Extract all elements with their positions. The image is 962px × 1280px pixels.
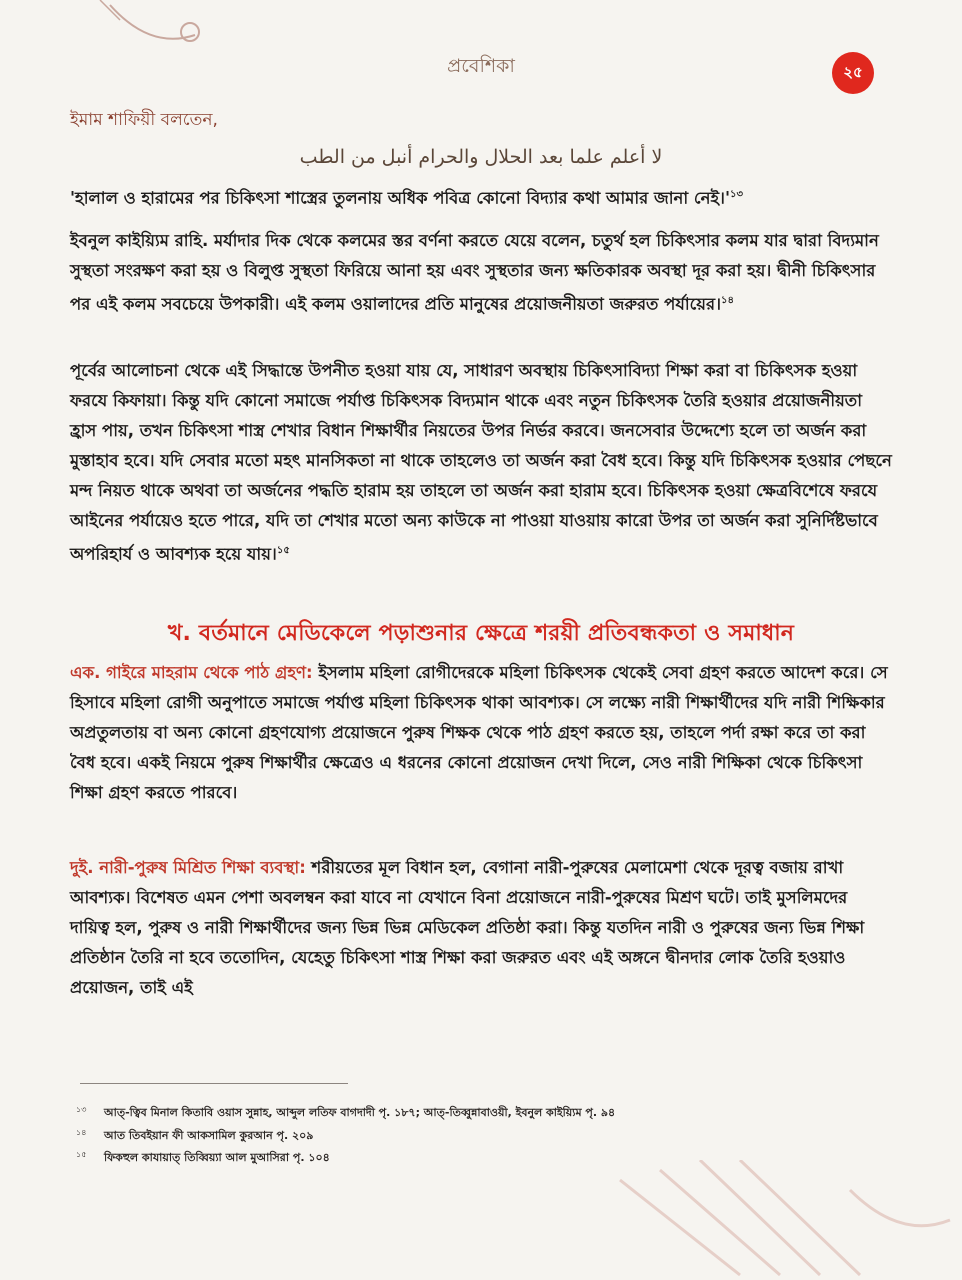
item-two-lead: দুই. নারী-পুরুষ মিশ্রিত শিক্ষা ব্যবস্থা: bbox=[70, 858, 306, 877]
paragraph-text: পূর্বের আলোচনা থেকে এই সিদ্ধান্তে উপনীত হওয়া যায় যে, সাধারণ অবস্থায় চিকিৎসাবিদ্যা শিক্ষা করা বা চিকিৎসক হওয়া ফরযে কিফায়া। কিন্তু যদি কোনো সমাজে পর্যাপ্ত চিকিৎসক বিদ্যমান থাকে এবং নতুন চিকিৎসক তৈরি হওয়ার প্রয়োজনীয়তা হ্রাস পায়, তখন চিকিৎসা শাস্ত্র শেখার বিধান শিক্ষার্থীর নিয়তের উপর নির্ভর করবে। জনসেবার উদ্দেশ্যে হলে তা অর্জন করা মুস্তাহাব হবে। যদি সেবার মতো মহৎ মানসিকতা না থাকে তাহলেও তা অর্জন করা বৈধ হবে। কিন্তু যদি চিকিৎসক হওয়ার পেছনে মন্দ নিয়ত থাকে অথবা তা অর্জনের পদ্ধতি হারাম হয় তাহলে তা অর্জন করা হারাম হবে। চিকিৎসক হওয়া ক্ষেত্রবিশেষে ফরযে আইনের পর্যায়েও হতে পারে, যদি তা শেখার মতো অন্য কাউকে না পাওয়া যাওয়ায় কারো উপর তা অর্জন করা সুনির্দিষ্টভাবে অপরিহার্য ও আবশ্যক হয়ে যায়। bbox=[70, 361, 892, 564]
footnote-ref-14: ১৪ bbox=[721, 295, 734, 306]
footnote bbox=[76, 1104, 876, 1123]
intro-line: ইমাম শাফিয়ী বলতেন, bbox=[70, 110, 218, 130]
quote-translation-text: 'হালাল ও হারামের পর চিকিৎসা শাস্ত্রের তুলনায় অধিক পবিত্র কোনো বিদ্যার কথা আমার জানা নেই।' bbox=[70, 188, 731, 208]
page-number-badge: ২৫ bbox=[832, 52, 874, 94]
arabic-quote: لا أعلم علما بعد الحلال والحرام أنبل من الطب bbox=[299, 146, 663, 168]
footnote bbox=[76, 1149, 876, 1168]
paragraph-conclusion bbox=[70, 356, 892, 570]
footnote-ref-15: ১৫ bbox=[276, 545, 290, 556]
decorative-line-art-top bbox=[80, 0, 210, 60]
footnote bbox=[76, 1127, 876, 1146]
decorative-line-art-bottom bbox=[600, 1160, 962, 1280]
footnote-number: ১৪ bbox=[76, 1128, 87, 1137]
footnote-ref-13: ১৩ bbox=[730, 189, 744, 200]
quote-translation bbox=[70, 180, 892, 214]
item-one-lead: এক. গাইরে মাহরাম থেকে পাঠ গ্রহণ: bbox=[70, 663, 313, 682]
paragraph-text: ইবনুল কাইয়্যিম রাহি. মর্যাদার দিক থেকে কলমের স্তর বর্ণনা করতে যেয়ে বলেন, চতুর্থ হল চিকিৎসার কলম যার দ্বারা বিদ্যমান সুস্থতা সংরক্ষণ করা হয় ও বিলুপ্ত সুস্থতা ফিরিয়ে আনা হয় এবং সুস্থতার জন্য ক্ষতিকারক অবস্থা দূর করা হয়। দ্বীনী চিকিৎসার পর এই কলম সবচেয়ে উপকারী। এই কলম ওয়ালাদের প্রতি মানুষের প্রয়োজনীয়তা জরুরত পর্যায়ের। bbox=[70, 231, 879, 314]
running-header-title: প্রবেশিকা bbox=[447, 55, 515, 77]
footnote-divider bbox=[80, 1083, 348, 1084]
section-heading: খ. বর্তমানে মেডিকেলে পড়াশুনার ক্ষেত্রে শরয়ী প্রতিবন্ধকতা ও সমাধান bbox=[167, 621, 795, 646]
item-one bbox=[70, 658, 892, 808]
paragraph-ibn-qayyim bbox=[70, 226, 892, 320]
footnote-text: ফিকহুল কাযায়াত্ তিব্বিয়্যা আল মুআসিরা পৃ. ১০৪ bbox=[104, 1151, 330, 1164]
item-two-body: শরীয়তের মূল বিধান হল, বেগানা নারী-পুরুষের মেলামেশা থেকে দূরত্ব বজায় রাখা আবশ্যক। বিশেষত এমন পেশা অবলম্বন করা যাবে না যেখানে বিনা প্রয়োজনে নারী-পুরুষের মিশ্রণ ঘটে। তাই মুসলিমদের দায়িত্ব হল, পুরুষ ও নারী শিক্ষার্থীদের জন্য ভিন্ন ভিন্ন মেডিকেল প্রতিষ্ঠা করা। কিন্তু যতদিন নারী ও পুরুষের জন্য ভিন্ন শিক্ষা প্রতিষ্ঠান তৈরি না হবে ততোদিন, যেহেতু চিকিৎসা শাস্ত্র শিক্ষা করা জরুরত এবং এই অঙ্গনে দ্বীনদার লোক তৈরি হওয়াও প্রয়োজন, তাই এই bbox=[70, 858, 865, 997]
footnote-text: আত্-ত্বিব মিনাল কিতাবি ওয়াস সুন্নাহ, আব্দুল লতিফ বাগদাদী পৃ. ১৮৭; আত্-তিব্বুন্নাবাওয়ী, ইবনুল কাইয়্যিম পৃ. ৯৪ bbox=[104, 1106, 616, 1119]
item-two bbox=[70, 853, 892, 1003]
footnote-number: ১৫ bbox=[76, 1150, 87, 1159]
item-one-body: ইসলাম মহিলা রোগীদেরকে মহিলা চিকিৎসক থেকেই সেবা গ্রহণ করতে আদেশ করে। সে হিসাবে মহিলা রোগী অনুপাতে সমাজে পর্যাপ্ত মহিলা চিকিৎসক থাকা আবশ্যক। সে লক্ষ্যে নারী শিক্ষার্থীদের যদি নারী শিক্ষিকার অপ্রতুলতায় বা অন্য কোনো গ্রহণযোগ্য প্রয়োজনে পুরুষ শিক্ষক থেকে পাঠ গ্রহণ করতে হয়, তাহলে পর্দা রক্ষা করে তা করা বৈধ হবে। একই নিয়মে পুরুষ শিক্ষার্থীর ক্ষেত্রেও এ ধরনের কোনো প্রয়োজন দেখা দিলে, সেও নারী শিক্ষিকা থেকে চিকিৎসা শিক্ষা গ্রহণ করতে পারবে। bbox=[70, 663, 888, 802]
footnote-text: আত তিবইয়ান ফী আকসামিল কুরআন পৃ. ২০৯ bbox=[104, 1129, 314, 1142]
footnote-number: ১৩ bbox=[76, 1105, 87, 1114]
